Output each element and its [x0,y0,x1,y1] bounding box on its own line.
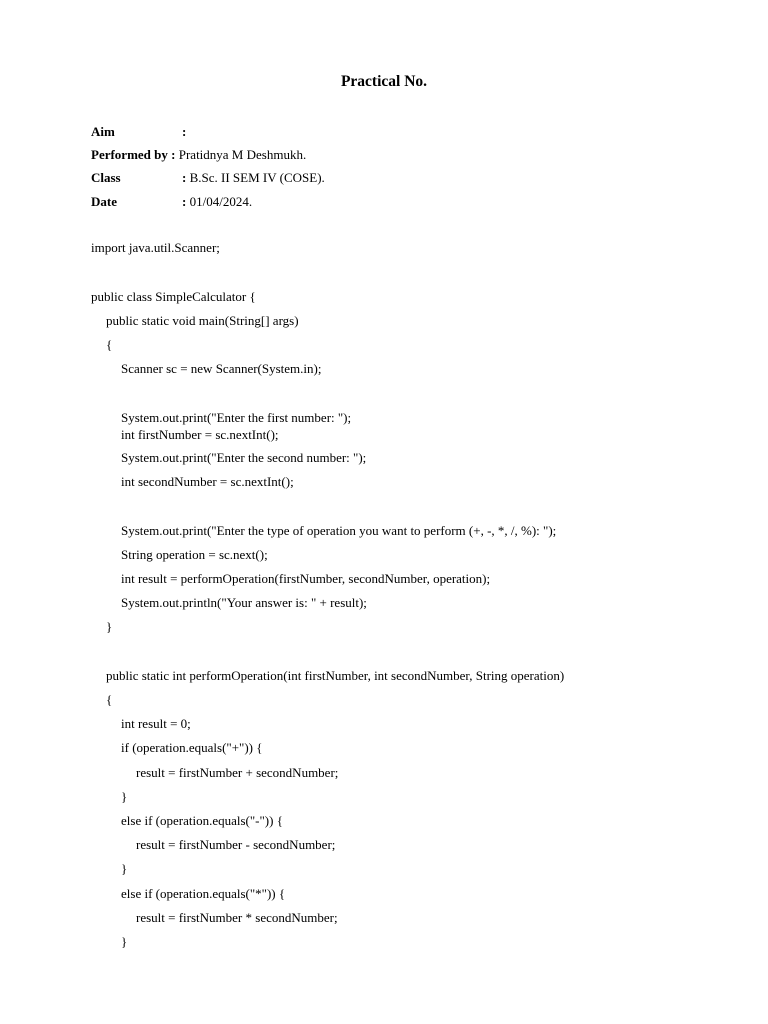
code-line: result = firstNumber * secondNumber; [136,910,338,925]
code-line: result = firstNumber + secondNumber; [136,765,339,780]
code-line: int result = performOperation(firstNumber, secondNumber, operation); [121,571,491,586]
meta-value: 01/04/2024. [186,194,253,209]
code-line: } [121,934,128,949]
meta-label: Aim [91,124,115,139]
meta-label: Date [91,194,117,209]
code-line: result = firstNumber - secondNumber; [136,837,336,852]
code-line: } [121,861,128,876]
page-title: Practical No. [340,73,428,90]
code-line: System.out.println("Your answer is: " + result); [121,595,367,610]
meta-colon: : [182,124,187,139]
meta-colon: : [167,147,176,162]
meta-label: Class [91,170,121,185]
meta-row-performed-by [91,147,306,163]
code-line: Scanner sc = new Scanner(System.in); [121,361,322,376]
meta-row-aim [91,124,186,140]
meta-value: Pratidnya M Deshmukh. [175,147,307,162]
meta-row-class [91,170,325,186]
code-line: else if (operation.equals("*")) { [121,886,286,901]
meta-row-date [91,194,252,210]
code-line: public class SimpleCalculator { [91,289,256,304]
code-line: } [121,789,128,804]
code-line: public static void main(String[] args) [106,313,299,328]
code-line: String operation = sc.next(); [121,547,268,562]
code-line: int secondNumber = sc.nextInt(); [121,474,294,489]
code-line: } [106,619,113,634]
code-line: int result = 0; [121,716,191,731]
meta-label: Performed by [91,147,168,162]
meta-value: B.Sc. II SEM IV (COSE). [186,170,325,185]
code-line: else if (operation.equals("-")) { [121,813,283,828]
meta-colon: : [182,194,187,209]
code-line: { [106,692,113,707]
code-line: import java.util.Scanner; [91,240,220,255]
code-line: { [106,337,113,352]
code-line: System.out.print("Enter the second number: "); [121,450,367,465]
code-line: int firstNumber = sc.nextInt(); [121,427,279,442]
meta-colon: : [182,170,187,185]
code-line: if (operation.equals("+")) { [121,740,263,755]
code-line: System.out.print("Enter the first number: "); [121,410,352,425]
code-line: System.out.print("Enter the type of operation you want to perform (+, -, *, /, %): "); [121,523,557,538]
code-line: public static int performOperation(int firstNumber, int secondNumber, String operation) [106,668,565,683]
